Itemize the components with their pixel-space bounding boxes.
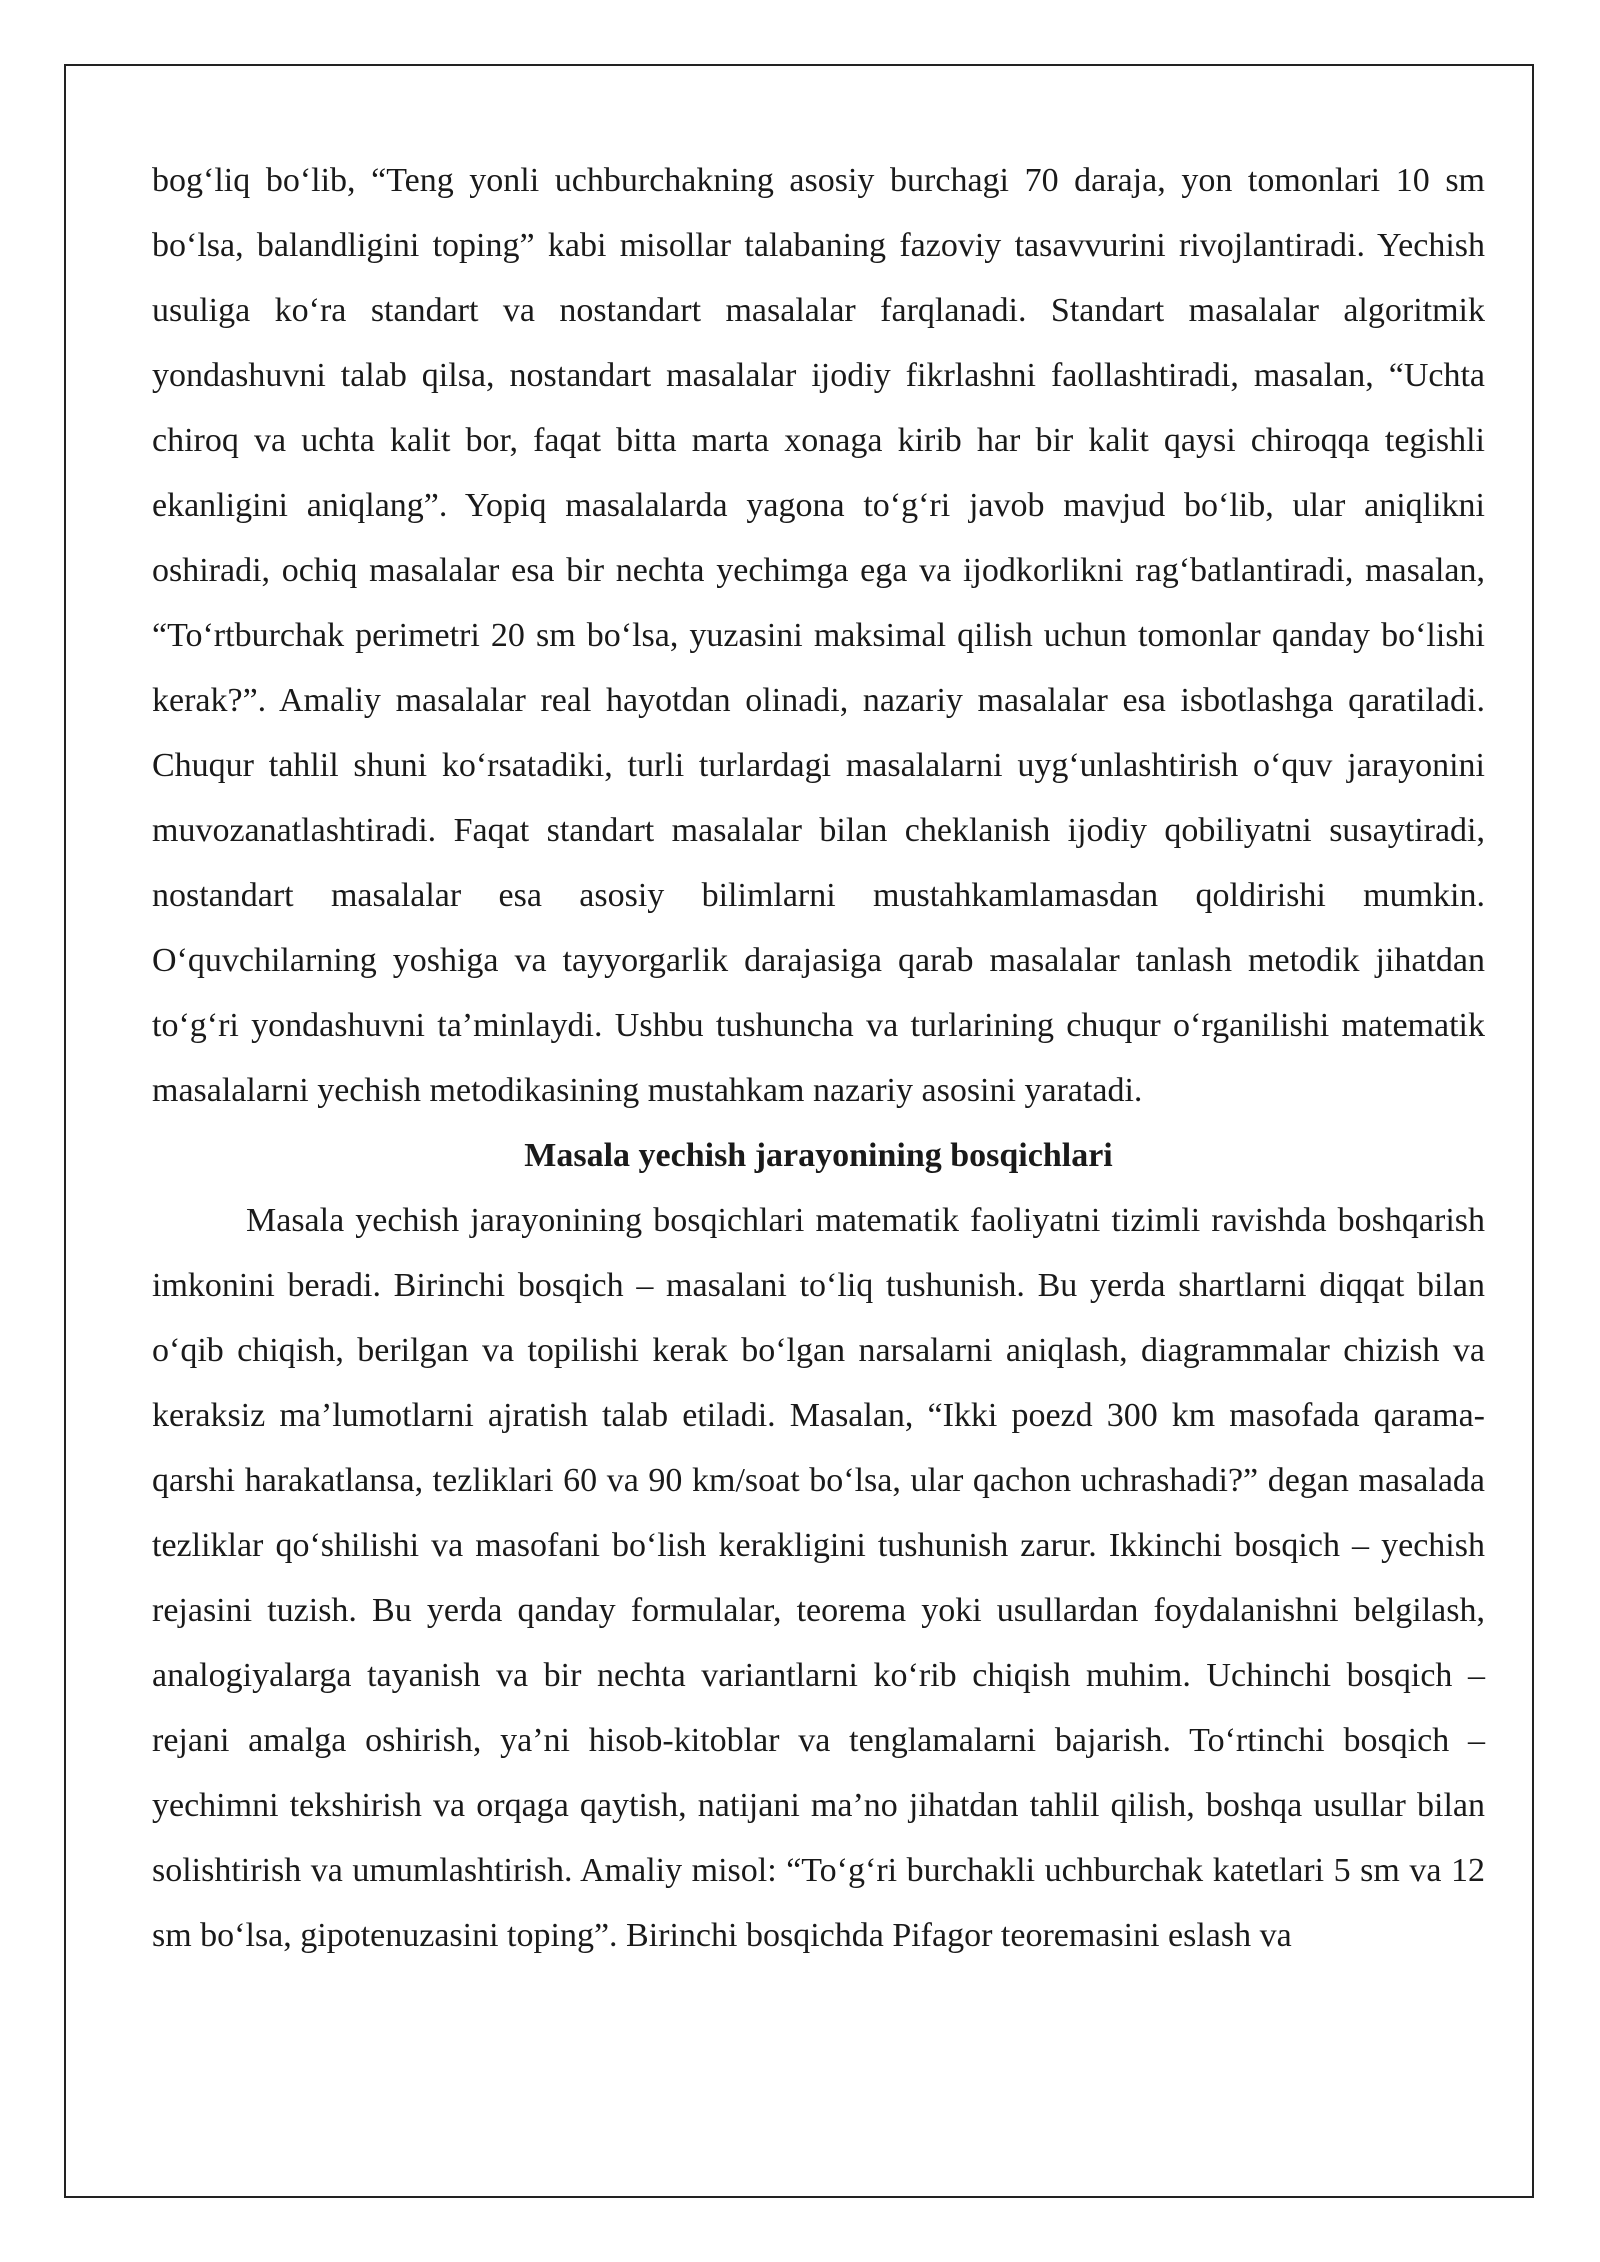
document-body — [152, 148, 1485, 1968]
paragraph-1: bog‘liq bo‘lib, “Teng yonli uchburchakning asosiy burchagi 70 daraja, yon tomonlari 10 sm bo‘lsa, balandligini toping” kabi misollar talabaning fazoviy tasavvurini rivojlantiradi. Yechish usuliga ko‘ra standart va nostandart masalalar farqlanadi. Standart masalalar algoritmik yondashuvni talab qilsa, nostandart masalalar ijodiy fikrlashni faollashtiradi, masalan, “Uchta chiroq va uchta kalit bor, faqat bitta marta xonaga kirib har bir kalit qaysi chiroqqa tegishli ekanligini aniqlang”. Yopiq masalalarda yagona to‘g‘ri javob mavjud bo‘lib, ular aniqlikni oshiradi, ochiq masalalar esa bir nechta yechimga ega va ijodkorlikni rag‘batlantiradi, masalan, “To‘rtburchak perimetri 20 sm bo‘lsa, yuzasini maksimal qilish uchun tomonlar qanday bo‘lishi kerak?”. Amaliy masalalar real hayotdan olinadi, nazariy masalalar esa isbotlashga qaratiladi. Chuqur tahlil shuni ko‘rsatadiki, turli turlardagi masalalarni uyg‘unlashtirish o‘quv jarayonini muvozanatlashtiradi. Faqat standart masalalar bilan cheklanish ijodiy qobiliyatni susaytiradi, nostandart masalalar esa asosiy bilimlarni mustahkamlamasdan qoldirishi mumkin. O‘quvchilarning yoshiga va tayyorgarlik darajasiga qarab masalalar tanlash metodik jihatdan to‘g‘ri yondashuvni ta’minlaydi. Ushbu tushuncha va turlarining chuqur o‘rganilishi matematik masalalarni yechish metodikasining mustahkam nazariy asosini yaratadi. — [152, 162, 1485, 1109]
paragraph-2: Masala yechish jarayonining bosqichlari matematik faoliyatni tizimli ravishda boshqarish imkonini beradi. Birinchi bosqich – masalani to‘liq tushunish. Bu yerda shartlarni diqqat bilan o‘qib chiqish, berilgan va topilishi kerak bo‘lgan narsalarni aniqlash, diagrammalar chizish va keraksiz ma’lumotlarni ajratish talab etiladi. Masalan, “Ikki poezd 300 km masofada qarama-qarshi harakatlansa, tezliklari 60 va 90 km/soat bo‘lsa, ular qachon uchrashadi?” degan masalada tezliklar qo‘shilishi va masofani bo‘lish kerakligini tushunish zarur. Ikkinchi bosqich – yechish rejasini tuzish. Bu yerda qanday formulalar, teorema yoki usullardan foydalanishni belgilash, analogiyalarga tayanish va bir nechta variantlarni ko‘rib chiqish muhim. Uchinchi bosqich – rejani amalga oshirish, ya’ni hisob-kitoblar va tenglamalarni bajarish. To‘rtinchi bosqich – yechimni tekshirish va orqaga qaytish, natijani ma’no jihatdan tahlil qilish, boshqa usullar bilan solishtirish va umumlashtirish. Amaliy misol: “To‘g‘ri burchakli uchburchak katetlari 5 sm va 12 sm bo‘lsa, gipotenuzasini toping”. Birinchi bosqichda Pifagor teoremasini eslash va — [152, 1202, 1485, 1954]
section-heading: Masala yechish jarayonining bosqichlari — [524, 1137, 1113, 1174]
